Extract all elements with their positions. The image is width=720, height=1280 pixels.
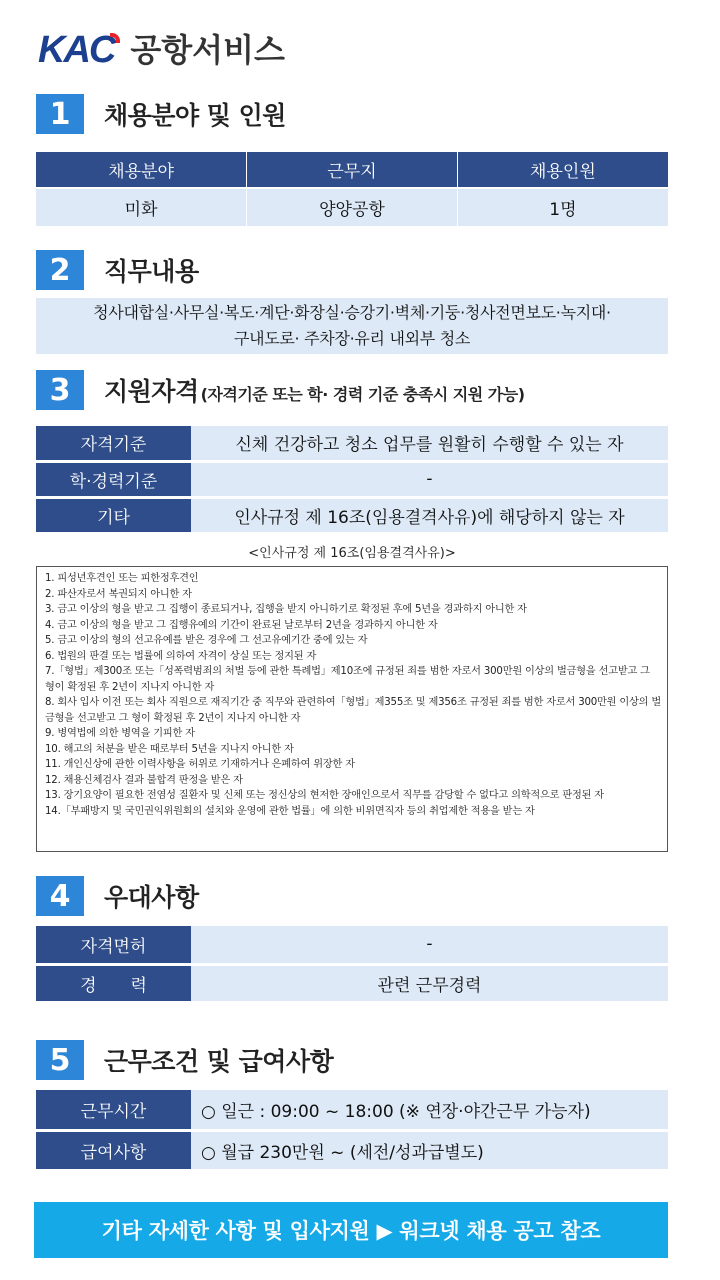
table-cell: 1명	[457, 188, 668, 226]
recruit-table	[36, 152, 668, 226]
table-row	[36, 497, 668, 533]
table-row	[36, 461, 668, 497]
row-key: 자격면허	[36, 926, 191, 964]
row-value: -	[191, 926, 668, 964]
rule-item: 3. 금고 이상의 형을 받고 그 집행이 종료되거나, 집행을 받지 아니하기로 확정된 후에 5년을 경과하지 아니한 자	[45, 604, 527, 615]
row-key: 기타	[36, 497, 191, 533]
duties-box	[36, 298, 668, 354]
rule-item: 11. 개인신상에 관한 이력사항을 허위로 기재하거나 은폐하여 위장한 자	[45, 759, 355, 770]
preference-table	[36, 926, 668, 1004]
section-number: 3	[36, 370, 84, 410]
section-number: 1	[36, 94, 84, 134]
row-value: -	[191, 461, 668, 497]
row-key: 경 력	[36, 964, 191, 1002]
row-value: ○ 일근 : 09:00 ~ 18:00 (※ 연장·야간근무 가능자)	[191, 1090, 668, 1130]
duties-line: 구내도로· 주차장·유리 내외부 청소	[233, 329, 471, 348]
section-2-header	[36, 250, 199, 290]
rule-item: 14.「부패방지 및 국민권익위원회의 설치와 운영에 관한 법률」에 의한 비위면직자 등의 취업제한 적용을 받는 자	[45, 805, 535, 817]
row-key: 학·경력기준	[36, 461, 191, 497]
rule-item: 9. 병역법에 의한 병역을 기피한 자	[45, 728, 195, 739]
table-row	[36, 926, 668, 964]
duties-line: 청사대합실·사무실·복도·계단·화장실·승강기·벽체·기둥·청사전면보도·녹지대·	[93, 303, 611, 322]
logo-swoosh-icon	[110, 33, 120, 43]
section-title: 채용분야 및 인원	[104, 101, 286, 130]
table-row	[36, 1130, 668, 1170]
row-key: 급여사항	[36, 1130, 191, 1170]
rules-caption: <인사규정 제 16조(임용결격사유)>	[248, 546, 456, 561]
table-header-cell: 채용인원	[457, 152, 668, 188]
table-cell: 양양공항	[247, 188, 458, 226]
section-title: 우대사항	[104, 883, 199, 912]
logo-text: 공항서비스	[130, 31, 285, 69]
section-5-header	[36, 1040, 333, 1080]
rule-item: 7.「형법」제300조 또는「성폭력범죄의 처벌 등에 관한 특례법」제10조에 규정된 죄를 범한 자로서 300만원 이상의 벌금형을 선고받고 그 형이 확정된 후 2년이 지나지 아니한 자	[45, 666, 650, 693]
section-number: 4	[36, 876, 84, 916]
rule-item: 8. 회사 입사 이전 또는 회사 직원으로 재직기간 중 직무와 관련하여「형법」제355조 및 제356조 규정된 죄를 범한 자로서 300만원 이상의 벌금형을 선고받고 그 형이 확정된 후 2년이 지나지 아니한 자	[45, 697, 661, 724]
section-subtitle: (자격기준 또는 학· 경력 기준 충족시 지원 가능)	[200, 384, 525, 404]
table-row	[36, 188, 668, 226]
table-header-cell: 근무지	[247, 152, 458, 188]
row-value: 신체 건강하고 청소 업무를 원활히 수행할 수 있는 자	[191, 426, 668, 461]
rule-item: 6. 법원의 판결 또는 법률에 의하여 자격이 상실 또는 정지된 자	[45, 650, 317, 662]
rule-item: 10. 해고의 처분을 받은 때로부터 5년을 지나지 아니한 자	[45, 743, 294, 755]
qualification-table	[36, 426, 668, 535]
rule-item: 13. 장기요양이 필요한 전염성 질환자 및 신체 또는 정신상의 현저한 장애인으로서 직무를 감당할 수 없다고 의학적으로 판정된 자	[45, 790, 604, 801]
section-title: 지원자격	[104, 377, 199, 406]
row-value: 인사규정 제 16조(임용결격사유)에 해당하지 않는 자	[191, 497, 668, 533]
row-key: 자격기준	[36, 426, 191, 461]
table-row	[36, 964, 668, 1002]
rule-item: 12. 채용신체검사 결과 불합격 판정을 받은 자	[45, 774, 243, 786]
table-row	[36, 1090, 668, 1130]
worknet-apply-banner[interactable]: 기타 자세한 사항 및 입사지원 ▶ 워크넷 채용 공고 참조	[34, 1202, 668, 1258]
logo-mark: KAC	[38, 29, 115, 71]
rule-item: 4. 금고 이상의 형을 받고 그 집행유예의 기간이 완료된 날로부터 2년을 경과하지 아니한 자	[45, 619, 438, 631]
section-1-header	[36, 94, 286, 134]
section-number: 2	[36, 250, 84, 290]
section-title: 직무내용	[104, 257, 199, 286]
rule-item: 1. 피성년후견인 또는 피한정후견인	[45, 573, 199, 584]
table-cell: 미화	[36, 188, 247, 226]
table-header-row	[36, 152, 668, 188]
row-key: 근무시간	[36, 1090, 191, 1130]
row-value: 관련 근무경력	[191, 964, 668, 1002]
section-3-header	[36, 370, 525, 410]
company-logo	[38, 30, 285, 70]
rule-item: 5. 금고 이상의 형의 선고유예를 받은 경우에 그 선고유예기간 중에 있는 자	[45, 635, 368, 646]
section-4-header	[36, 876, 199, 916]
disqualification-rules	[36, 566, 668, 852]
table-header-cell: 채용분야	[36, 152, 247, 188]
conditions-table	[36, 1090, 668, 1172]
row-value: ○ 월급 230만원 ~ (세전/성과급별도)	[191, 1130, 668, 1170]
table-row	[36, 426, 668, 461]
section-title: 근무조건 및 급여사항	[104, 1047, 334, 1076]
section-number: 5	[36, 1040, 84, 1080]
rule-item: 2. 파산자로서 복권되지 아니한 자	[45, 588, 192, 600]
